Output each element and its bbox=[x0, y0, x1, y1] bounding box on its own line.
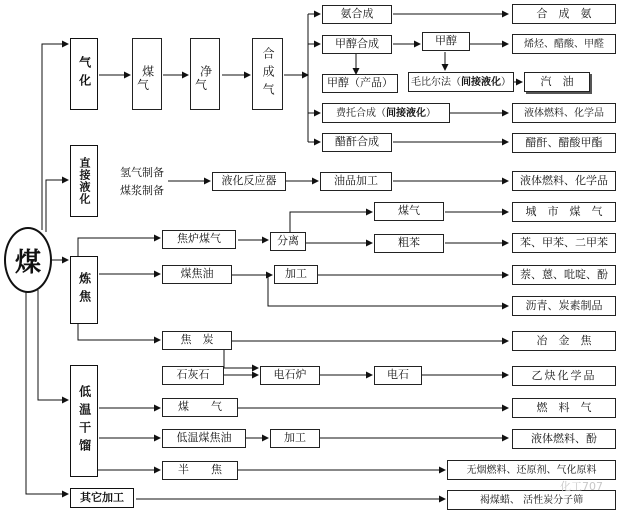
output-gasoline: 汽 油 bbox=[524, 72, 590, 92]
output-pitch: 沥青、炭素制品 bbox=[512, 296, 616, 316]
coal-root-label: 煤 bbox=[14, 247, 41, 278]
node-semicoke: 半 焦 bbox=[162, 461, 238, 480]
node-coal-tar: 煤焦油 bbox=[162, 265, 232, 284]
category-other-processing: 其它加工 bbox=[70, 488, 134, 508]
node-lt-processing: 加工 bbox=[270, 429, 320, 448]
node-fischer-tropsch bbox=[322, 103, 450, 123]
label-gas-1: 气 bbox=[137, 78, 150, 92]
ft-suffix: ） bbox=[426, 107, 436, 119]
node-gas: 煤气 bbox=[374, 202, 444, 221]
output-liquid-fuel-chem-2: 液体燃料、化学品 bbox=[512, 171, 616, 191]
mobil-bold: 间接液化 bbox=[461, 76, 501, 88]
node-ammonia-synthesis: 氨合成 bbox=[322, 5, 392, 24]
node-syngas: 合成气 bbox=[252, 38, 283, 110]
label-gas-2: 气 bbox=[195, 78, 208, 92]
node-liquefaction-reactor: 液化反应器 bbox=[212, 172, 286, 191]
output-fuel-gas: 燃 料 气 bbox=[512, 398, 616, 418]
output-acetic: 醋酐、醋酸甲酯 bbox=[512, 133, 616, 153]
category-coking: 炼焦 bbox=[70, 256, 98, 324]
output-smokeless: 无烟燃料、还原剂、气化原料 bbox=[447, 460, 616, 480]
node-gas-purification: 净 bbox=[190, 38, 220, 110]
node-coke: 焦 炭 bbox=[162, 331, 232, 350]
node-lt-gas: 煤 气 bbox=[162, 398, 238, 417]
output-benzenes: 苯、甲苯、二甲苯 bbox=[512, 233, 616, 253]
node-tar-processing: 加工 bbox=[274, 265, 318, 284]
output-met-coke: 冶 金 焦 bbox=[512, 331, 616, 351]
output-city-gas: 城 市 煤 气 bbox=[512, 202, 616, 222]
node-carbide-furnace: 电石炉 bbox=[260, 366, 320, 385]
node-methanol-product: 甲醇（产品） bbox=[322, 74, 398, 93]
node-limestone: 石灰石 bbox=[162, 366, 224, 385]
output-ammonia: 合 成 氨 bbox=[512, 4, 616, 24]
node-mobil-process bbox=[408, 72, 514, 92]
category-direct-liquefaction: 直接液化 bbox=[70, 145, 98, 217]
node-acetic-anhydride-synthesis: 醋酐合成 bbox=[322, 133, 392, 152]
category-gasification: 气化 bbox=[70, 38, 98, 110]
mobil-suffix: ） bbox=[501, 76, 511, 88]
output-liquid-fuel-phenol: 液体燃料、酚 bbox=[512, 429, 616, 449]
node-coke-oven-gas: 焦炉煤气 bbox=[162, 230, 236, 249]
node-carbide: 电石 bbox=[374, 366, 422, 385]
node-methanol: 甲醇 bbox=[422, 32, 470, 51]
ft-bold: 间接液化 bbox=[386, 107, 426, 119]
output-wax: 褐煤蜡、 活性炭分子筛 bbox=[447, 490, 616, 510]
label-slurry-prep: 煤浆制备 bbox=[120, 184, 164, 197]
ft-prefix: 费托合成（ bbox=[336, 107, 386, 119]
output-olefins: 烯烃、醋酸、甲醛 bbox=[512, 34, 616, 54]
label-hydrogen-prep: 氢气制备 bbox=[120, 166, 164, 179]
coal-root-node bbox=[4, 227, 52, 293]
category-low-temp-carbonization: 低温干馏 bbox=[70, 365, 98, 477]
output-acetylene-chem: 乙炔化学品 bbox=[512, 366, 616, 386]
node-lt-tar: 低温煤焦油 bbox=[162, 429, 246, 448]
output-liquid-fuel-chem: 液体燃料、化学品 bbox=[512, 103, 616, 123]
watermark: 化工707 bbox=[560, 480, 603, 493]
mobil-prefix: 毛比尔法（ bbox=[411, 76, 461, 88]
node-separation: 分离 bbox=[270, 232, 306, 251]
node-oil-upgrading: 油品加工 bbox=[320, 172, 392, 191]
output-aromatics: 萘、蒽、吡啶、酚 bbox=[512, 265, 616, 285]
node-methanol-synthesis: 甲醇合成 bbox=[322, 35, 392, 54]
node-crude-benzene: 粗苯 bbox=[374, 234, 444, 253]
node-coal: 煤 bbox=[132, 38, 162, 110]
